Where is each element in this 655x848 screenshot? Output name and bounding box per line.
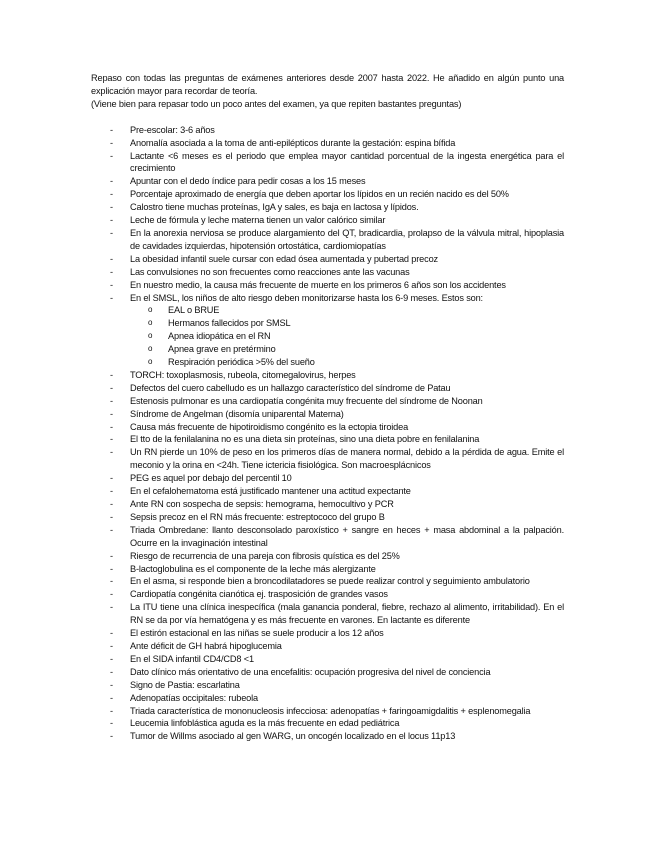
list-item: [91, 679, 564, 692]
circle-bullet-icon: o: [148, 357, 153, 367]
list-item: [91, 588, 564, 601]
sub-list-item: [130, 330, 564, 343]
list-item: [91, 395, 564, 408]
list-item-text: PEG es aquel por debajo del percentil 10: [130, 473, 292, 484]
list-item: [91, 472, 564, 485]
list-item-text: TORCH: toxoplasmosis, rubeola, citomegalovirus, herpes: [130, 369, 356, 380]
list-item: [91, 653, 564, 666]
dash-bullet: -: [110, 499, 113, 509]
sub-list-item-text: EAL o BRUE: [168, 305, 220, 316]
document-page: [91, 72, 564, 743]
list-item-text: En el SIDA infantil CD4/CD8 <1: [130, 653, 254, 664]
list-item-text: Estenosis pulmonar es una cardiopatía congénita muy frecuente del síndrome de Noonan: [130, 395, 483, 406]
list-item-text: B-lactoglobulina es el componente de la leche más alergizante: [130, 563, 376, 574]
list-item-text: Signo de Pastia: escarlatina: [130, 679, 240, 690]
list-item: [91, 369, 564, 382]
circle-bullet-icon: o: [148, 305, 153, 315]
list-item-text: Pre-escolar: 3-6 años: [130, 124, 215, 135]
dash-bullet: -: [110, 202, 113, 213]
list-item-text: Sepsis precoz en el RN más frecuente: estreptococo del grupo B: [130, 511, 385, 522]
list-item-text: En la anorexia nerviosa se produce alargamiento del QT, bradicardia, prolapso de la válvula mitral, hipoplasia de cavidades izquierdas, hipotensión ortostática, cardiomiopatías: [130, 227, 564, 251]
dash-bullet: -: [110, 279, 113, 290]
dash-bullet: -: [110, 679, 113, 690]
dash-bullet: -: [110, 511, 113, 522]
dash-bullet: -: [110, 227, 113, 238]
list-item: [91, 433, 564, 446]
list-item-text: En el asma, si responde bien a broncodilatadores se puede realizar control y seguimiento ambulatorio: [130, 576, 530, 587]
intro-paragraph: [91, 72, 564, 111]
list-item: [91, 124, 564, 137]
dash-bullet: -: [110, 524, 113, 535]
smsl-sublist: [130, 304, 564, 369]
dash-bullet: -: [110, 628, 113, 639]
list-item-text: Triada Ombredane: llanto desconsolado paroxístico + sangre en heces + masa abdominal a la palpación. Ocurre en la invaginación intestinal: [130, 524, 564, 548]
dash-bullet: -: [110, 602, 113, 613]
list-item: [91, 214, 564, 227]
sub-list-item-text: Apnea idiopática en el RN: [168, 331, 271, 342]
list-item: [91, 137, 564, 150]
list-item: [91, 717, 564, 730]
list-item-text: Leche de fórmula y leche materna tienen un valor calórico similar: [130, 215, 386, 226]
dash-bullet: -: [110, 124, 113, 135]
list-item: [91, 201, 564, 214]
circle-bullet-icon: o: [148, 318, 153, 328]
dash-bullet: -: [110, 692, 113, 703]
list-item: [91, 640, 564, 653]
list-item: [91, 666, 564, 679]
dash-bullet: -: [110, 705, 113, 716]
list-item: [91, 730, 564, 743]
list-item-text: Adenopatías occipitales: rubeola: [130, 692, 258, 703]
sub-list-item: [130, 304, 564, 317]
list-item: [91, 150, 564, 176]
list-item: [91, 382, 564, 395]
dash-bullet: -: [110, 640, 113, 651]
dash-bullet: -: [110, 421, 113, 432]
list-item: [91, 601, 564, 627]
list-item-text: Síndrome de Angelman (disomía uniparental Materna): [130, 408, 344, 419]
list-item: [91, 408, 564, 421]
sub-list-item: [130, 356, 564, 369]
list-item-text: Causa más frecuente de hipotiroidismo congénito es la ectopia tiroidea: [130, 421, 409, 432]
list-item: [91, 705, 564, 718]
dash-bullet: -: [110, 408, 113, 419]
list-item-text: La ITU tiene una clínica inespecífica (mala ganancia ponderal, fiebre, rechazo al alimento, irritabilidad). En el RN se da por vía hematógena y es más frecuente en varones. En lactante es diferente: [130, 602, 564, 626]
list-item: [91, 421, 564, 434]
list-item-smsl: [91, 292, 564, 369]
list-item-text: En el SMSL, los niños de alto riesgo deben monitorizarse hasta los 6-9 meses. Estos son:: [130, 292, 483, 303]
list-item-text: El tto de la fenilalanina no es una dieta sin proteínas, sino una dieta pobre en fenilalanina: [130, 434, 480, 445]
list-item: [91, 175, 564, 188]
dash-bullet: -: [110, 395, 113, 406]
list-item: [91, 279, 564, 292]
dash-bullet: -: [110, 150, 113, 161]
dash-bullet: -: [110, 176, 113, 187]
list-item: [91, 511, 564, 524]
dash-bullet: -: [110, 563, 113, 574]
sub-list-item: [130, 343, 564, 356]
list-item-text: Anomalía asociada a la toma de anti-epilépticos durante la gestación: espina bífida: [130, 137, 456, 148]
list-item: [91, 627, 564, 640]
list-item-text: Ante RN con sospecha de sepsis: hemograma, hemocultivo y PCR: [130, 499, 394, 509]
dash-bullet: -: [110, 434, 113, 445]
dash-bullet: -: [110, 576, 113, 587]
list-item-text: La obesidad infantil suele cursar con edad ósea aumentada y pubertad precoz: [130, 253, 438, 264]
list-item-text: En el cefalohematoma está justificado mantener una actitud expectante: [130, 486, 411, 497]
list-item-text: Dato clínico más orientativo de una encefalitis: ocupación progresiva del nivel de conciencia: [130, 666, 491, 677]
list-item: [91, 266, 564, 279]
intro-note: (Viene bien para repasar todo un poco antes del examen, ya que repiten bastantes preguntas): [91, 98, 462, 109]
list-item-text: Leucemia linfoblástica aguda es la más frecuente en edad pediátrica: [130, 718, 400, 729]
list-item: [91, 692, 564, 705]
sub-list-item-text: Respiración periódica >5% del sueño: [168, 357, 315, 368]
list-item-text: Porcentaje aproximado de energía que deben aportar los lípidos en un recién nacido es del 50%: [130, 189, 509, 200]
list-item: [91, 498, 564, 511]
dash-bullet: -: [110, 215, 113, 226]
list-item-text: Ante déficit de GH habrá hipoglucemia: [130, 640, 282, 651]
list-item: [91, 575, 564, 588]
list-item-text: Calostro tiene muchas proteínas, IgA y sales, es baja en lactosa y lípidos.: [130, 202, 419, 213]
dash-bullet: -: [110, 447, 113, 458]
list-item: [91, 485, 564, 498]
list-item: [91, 563, 564, 576]
list-item-text: En nuestro medio, la causa más frecuente de muerte en los primeros 6 años son los accidentes: [130, 279, 506, 290]
list-item: [91, 446, 564, 472]
dash-bullet: -: [110, 731, 113, 742]
sub-list-item: [130, 317, 564, 330]
dash-bullet: -: [110, 266, 113, 277]
list-item: [91, 188, 564, 201]
list-item-text: Un RN pierde un 10% de peso en los primeros días de manera normal, debido a la pérdida de agua. Emite el meconio y la orina en <24h. Tiene ictericia fisiológica. Son macroesplácnicos: [130, 447, 564, 471]
dash-bullet: -: [110, 382, 113, 393]
list-item: [91, 524, 564, 550]
list-item: [91, 550, 564, 563]
dash-bullet: -: [110, 550, 113, 561]
list-item-text: Riesgo de recurrencia de una pareja con fibrosis quística es del 25%: [130, 550, 400, 561]
list-item-text: Apuntar con el dedo índice para pedir cosas a los 15 meses: [130, 176, 366, 187]
dash-bullet: -: [110, 292, 113, 303]
dash-bullet: -: [110, 473, 113, 484]
list-item-text: Triada característica de mononucleosis infecciosa: adenopatías + faringoamigdalitis + esplenomegalia: [130, 705, 531, 716]
dash-bullet: -: [110, 369, 113, 380]
list-item-text: Defectos del cuero cabelludo es un hallazgo característico del síndrome de Patau: [130, 382, 451, 393]
dash-bullet: -: [110, 137, 113, 148]
dash-bullet: -: [110, 486, 113, 497]
list-item-text: Tumor de Willms asociado al gen WARG, un oncogén localizado en el locus 11p13: [130, 731, 456, 742]
list-item: [91, 253, 564, 266]
list-item-text: El estirón estacional en las niñas se suele producir a los 12 años: [130, 628, 384, 639]
intro-text: Repaso con todas las preguntas de exámenes anteriores desde 2007 hasta 2022. He añadido en algún punto una explicación mayor para recordar de teoría.: [91, 73, 564, 96]
list-item-text: Las convulsiones no son frecuentes como reacciones ante las vacunas: [130, 266, 410, 277]
sub-list-item-text: Hermanos fallecidos por SMSL: [168, 318, 291, 329]
dash-bullet: -: [110, 253, 113, 264]
dash-bullet: -: [110, 718, 113, 729]
sub-list-item-text: Apnea grave en pretérmino: [168, 344, 276, 355]
list-item-text: Cardiopatía congénita cianótica ej. trasposición de grandes vasos: [130, 589, 388, 600]
list-item-text: Lactante <6 meses es el periodo que emplea mayor cantidad porcentual de la ingesta energética para el crecimiento: [130, 150, 564, 174]
dash-bullet: -: [110, 666, 113, 677]
circle-bullet-icon: o: [148, 331, 153, 341]
list-item: [91, 227, 564, 253]
dash-bullet: -: [110, 653, 113, 664]
dash-bullet: -: [110, 189, 113, 200]
dash-bullet: -: [110, 589, 113, 600]
notes-list: [91, 124, 564, 744]
circle-bullet-icon: o: [148, 344, 153, 354]
